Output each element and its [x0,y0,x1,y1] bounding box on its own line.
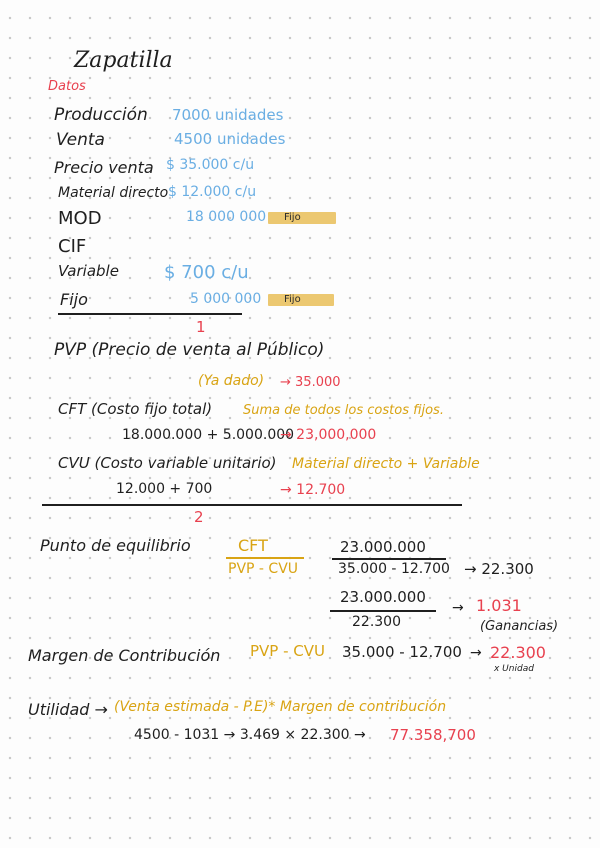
formula-denominator: PVP - CVU [228,561,299,577]
cvu-title: CVU (Costo variable unitario) [58,454,277,472]
pvp-title: PVP (Precio de venta al Público) [54,340,325,360]
margen-arrow: → [470,645,482,661]
section-1-number: 1 [196,318,206,336]
fijo-value: 5 000 000 [190,291,262,307]
utilidad-calc: 4500 - 1031 → 3.469 × 22.300 → [134,727,366,743]
cft-value: → 23,000,000 [280,427,377,443]
cft-title: CFT (Costo fijo total) [58,400,213,418]
produccion-label: Producción [54,105,148,125]
frac1-fraction-bar [332,558,446,560]
fijo-label: Fijo [60,290,88,309]
frac2-note: (Ganancias) [480,619,559,634]
frac2-numerator: 23.000.000 [340,588,426,606]
margen-formula: PVP - CVU [250,642,326,660]
mod-fijo-tag: Fijo [268,212,336,224]
frac2-fraction-bar [330,610,436,612]
frac1-denominator: 35.000 - 12.700 [338,561,450,577]
frac1-numerator: 23.000.000 [340,538,426,556]
frac1-result: → 22.300 [464,560,534,578]
fijo-fijo-tag: Fijo [268,294,334,306]
margen-result: 22.300 [490,643,546,662]
cvu-note: Material directo + Variable [292,456,480,472]
utilidad-result: 77.358,700 [390,726,476,744]
section-2-number: 2 [194,508,204,526]
margen-note: x Unidad [494,664,534,674]
precio-venta-label: Precio venta [54,158,154,177]
cif-label: CIF [58,236,87,257]
variable-label: Variable [58,262,119,280]
datos-underline [58,313,242,315]
margen-label: Margen de Contribución [28,646,221,665]
section-1-divider [42,504,462,506]
datos-heading: Datos [48,79,86,94]
formula-fraction-bar [226,557,304,559]
venta-label: Venta [56,130,105,150]
cft-calc: 18.000.000 + 5.000.000 [122,427,295,443]
page-title: Zapatilla [74,48,173,73]
utilidad-label: Utilidad → [28,700,108,719]
mod-value: 18 000 000 [186,209,267,225]
utilidad-formula: (Venta estimada - P.E)* Margen de contribución [114,699,447,715]
produccion-value: 7000 unidades [172,106,284,124]
formula-numerator: CFT [238,536,268,555]
material-directo-value: $ 12.000 c/u [168,184,257,200]
material-directo-label: Material directo [58,185,169,201]
margen-calc: 35.000 - 12.700 [342,643,462,661]
mod-label: MOD [58,208,102,229]
frac2-result: 1.031 [476,596,522,615]
cvu-value: → 12.700 [280,482,346,498]
cvu-calc: 12.000 + 700 [116,481,213,497]
cft-note: Suma de todos los costos fijos. [243,403,444,418]
pvp-value: → 35.000 [280,375,341,390]
punto-equilibrio-label: Punto de equilibrio [40,536,191,555]
variable-value: $ 700 c/u [164,262,249,283]
pvp-note: (Ya dado) [198,373,265,389]
precio-venta-value: $ 35.000 c/u [166,157,255,173]
frac2-arrow: → [452,600,464,616]
frac2-denominator: 22.300 [352,614,401,630]
venta-value: 4500 unidades [174,130,286,148]
